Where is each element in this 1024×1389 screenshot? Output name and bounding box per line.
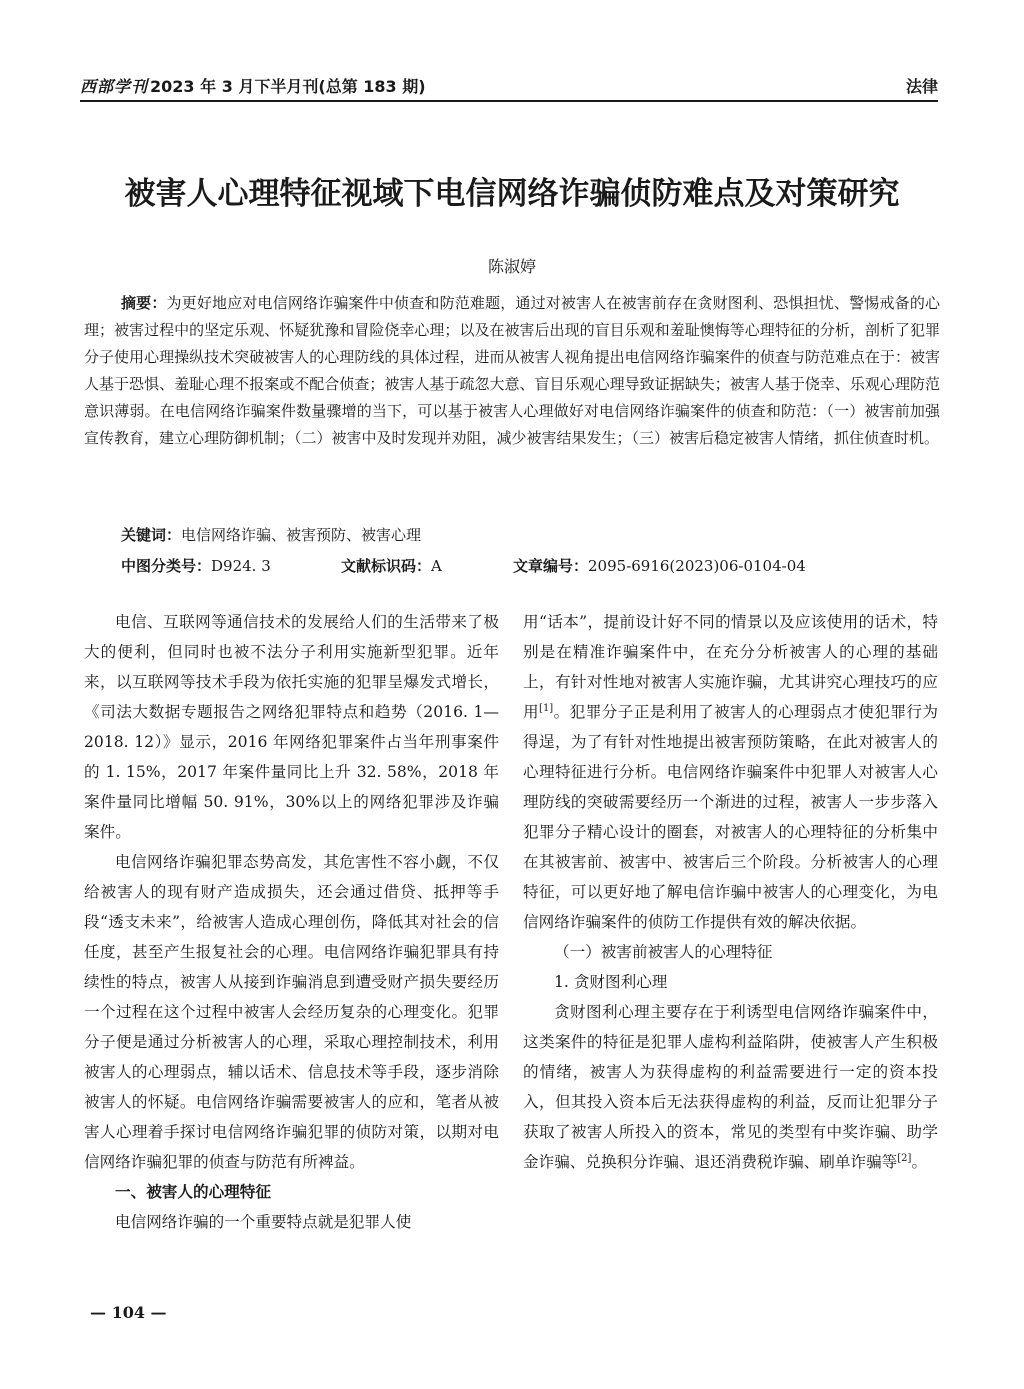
- page-number: — 104 —: [90, 1303, 167, 1322]
- author-name: 陈淑婷: [487, 257, 536, 276]
- journal-issue: [80, 74, 426, 97]
- clc-value: D924. 3: [211, 557, 271, 575]
- clc-number: [121, 555, 271, 576]
- paragraph: [523, 607, 938, 937]
- journal-logo: 西部学刊: [80, 77, 149, 96]
- issue-text: 2023 年 3 月下半月刊(总第 183 期): [150, 77, 426, 96]
- keywords-text: 电信网络诈骗、被害预防、被害心理: [181, 526, 422, 544]
- abstract-label: 摘要：: [121, 294, 167, 312]
- document-code: [341, 555, 442, 576]
- text-run: 。犯罪分子正是利用了被害人的心理弱点才使犯罪行为得逞，为了有针对性地提出被害预防策略，在此对被害人的心理特征进行分析。电信网络诈骗案件中犯罪人对被害人心理防线的突破需要经历一个渐进的过程，被害人一步步落入犯罪分子精心设计的圈套，对被害人的心理特征的分析集中在其被害前、被害中、被害后三个阶段。分析被害人的心理特征，可以更好地了解电信诈骗中被害人的心理变化，为电信网络诈骗案件的侦防工作提供有效的解决依据。: [523, 703, 938, 931]
- citation-ref[interactable]: [2]: [897, 1152, 912, 1164]
- article-number: [513, 555, 806, 576]
- keywords: [121, 524, 421, 545]
- clc-label: 中图分类号：: [121, 557, 212, 575]
- abstract-text: 为更好地应对电信网络诈骗案件中侦查和防范难题，通过对被害人在被害前存在贪财图利、恐惧担忧、警惕戒备的心理；被害过程中的坚定乐观、怀疑犹豫和冒险侥幸心理；以及在被害后出现的盲目乐观和羞耻懊悔等心理特征的分析，剖析了犯罪分子使用心理操纵技术突破被害人的心理防线的具体过程，进而从被害人视角提出电信网络诈骗案件的侦查与防范难点在于：被害人基于恐惧、羞耻心理不报案或不配合侦查；被害人基于疏忽大意、盲目乐观心理导致证据缺失；被害人基于侥幸、乐观心理防范意识薄弱。在电信网络诈骗案件数量骤增的当下，可以基于被害人心理做好对电信网络诈骗案件的侦查和防范：（一）被害前加强宣传教育，建立心理防御机制；（二）被害中及时发现并劝阻，减少被害结果发生；（三）被害后稳定被害人情绪，抓住侦查时机。: [84, 294, 940, 447]
- article-label: 文章编号：: [513, 557, 589, 575]
- text-run: 。: [911, 1153, 928, 1171]
- paragraph: 电信网络诈骗犯罪态势高发，其危害性不容小觑，不仅给被害人的现有财产造成损失，还会通过借贷、抵押等手段“透支未来”，给被害人造成心理创伤，降低其对社会的信任度，甚至产生报复社会的心理。电信网络诈骗犯罪具有持续性的特点，被害人从接到诈骗消息到遭受财产损失要经历一个过程在这个过程中被害人会经历复杂的心理变化。犯罪分子便是通过分析被害人的心理，采取心理控制技术，利用被害人的心理弱点，辅以话术、信息技术等手段，逐步消除被害人的怀疑。电信网络诈骗需要被害人的应和，笔者从被害人心理着手探讨电信网络诈骗犯罪的侦防对策，以期对电信网络诈骗犯罪的侦查与防范有所裨益。: [84, 853, 499, 1171]
- paragraph: [523, 997, 938, 1177]
- subsubsection-heading: 1. 贪财图利心理: [554, 973, 668, 991]
- subsection-heading: （一）被害前被害人的心理特征: [554, 943, 773, 961]
- paper-title: 被害人心理特征视域下电信网络诈骗侦防难点及对策研究: [124, 176, 900, 212]
- citation-ref[interactable]: [1]: [539, 702, 554, 714]
- doc-label: 文献标识码：: [341, 557, 432, 575]
- paragraph: 电信网络诈骗的一个重要特点就是犯罪人使: [115, 1213, 412, 1231]
- section-heading: 一、被害人的心理特征: [115, 1183, 271, 1201]
- article-value: 2095-6916(2023)06-0104-04: [588, 557, 806, 575]
- doc-value: A: [431, 557, 442, 575]
- header-rule: [80, 100, 938, 102]
- section-name: 法律: [905, 77, 938, 96]
- text-run: 贪财图利心理主要存在于利诱型电信网络诈骗案件中，这类案件的特征是犯罪人虚构利益陷阱，使被害人产生积极的情绪，被害人为获得虚构的利益需要进行一定的资本投入，但其投入资本后无法获得虚构的利益，反而让犯罪分子获取了被害人所投入的资本，常见的类型有中奖诈骗、助学金诈骗、兑换积分诈骗、退还消费税诈骗、刷单诈骗等: [523, 1003, 938, 1171]
- keywords-label: 关键词：: [121, 526, 182, 544]
- text-run: 用“话本”，提前设计好不同的情景以及应该使用的话术，特别是在精准诈骗案件中，在充分分析被害人的心理的基础上，有针对性地对被害人实施诈骗，尤其讲究心理技巧的应用: [523, 613, 938, 721]
- running-header: [80, 72, 938, 102]
- right-column: [523, 607, 938, 1177]
- abstract: [84, 290, 940, 452]
- left-column: [84, 607, 499, 1237]
- paragraph: 电信、互联网等通信技术的发展给人们的生活带来了极大的便利，但同时也被不法分子利用实施新型犯罪。近年来，以互联网等技术手段为依托实施的犯罪呈爆发式增长，《司法大数据专题报告之网络犯罪特点和趋势（2016. 1—2018. 12）》显示，2016 年网络犯罪案件占当年刑事案件的 1. 15%，2017 年案件量同比上升 32. 58%，2018 年案件量同比增幅 50. 91%，30%以上的网络犯罪涉及诈骗案件。: [84, 613, 499, 841]
